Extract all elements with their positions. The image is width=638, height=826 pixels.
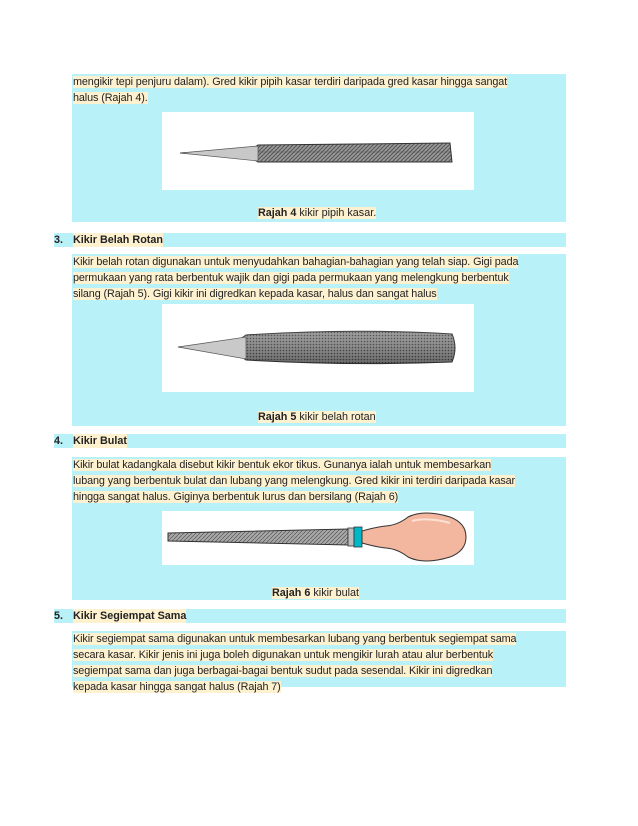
section5-line-4: kepada kasar hingga sangat halus (Rajah 7) (73, 681, 281, 693)
figure5-caption-text: kikir belah rotan (296, 411, 376, 423)
intro-paragraph (73, 74, 507, 106)
section4-paragraph (73, 457, 515, 505)
intro-line-2: halus (Rajah 4). (73, 92, 148, 104)
figure6-caption-label: Rajah 6 (272, 587, 311, 599)
section5-line-3: segiempat sama dan juga berbagai-bagai bentuk sudut pada sesendal. Kikir ini digredkan (73, 665, 493, 677)
intro-line-1: mengikir tepi penjuru dalam). Gred kikir pipih kasar terdiri daripada gred kasar hingga sangat (73, 76, 508, 88)
figure4-caption-label: Rajah 4 (258, 207, 297, 219)
section3-number: 3. (54, 234, 64, 246)
figure5-caption (258, 410, 376, 424)
section5-paragraph (73, 631, 516, 695)
figure6-caption (272, 586, 359, 600)
figure6-caption-text: kikir bulat (310, 587, 360, 599)
section5-line-1: Kikir segiempat sama digunakan untuk membesarkan lubang yang berbentuk segiempat sama (73, 633, 517, 645)
figure4-caption (258, 206, 376, 220)
figure4-caption-text: kikir pipih kasar. (296, 207, 377, 219)
section3-line-3: silang (Rajah 5). Gigi kikir ini digredkan kepada kasar, halus dan sangat halus (73, 288, 437, 300)
section3-line-2: permukaan yang rata berbentuk wajik dan gigi pada permukaan yang melengkung berbentuk (73, 272, 509, 284)
section3-title: Kikir Belah Rotan (73, 234, 163, 246)
section4-number: 4. (54, 435, 64, 447)
section3-line-1: Kikir belah rotan digunakan untuk menyudahkan bahagian-bahagian yang telah siap. Gigi pada (73, 256, 519, 268)
figure5-caption-label: Rajah 5 (258, 411, 297, 423)
section5-line-2: secara kasar. Kikir jenis ini juga boleh digunakan untuk mengikir lurah atau alur berbentuk (73, 649, 494, 661)
round-file-image (162, 511, 474, 565)
section3-paragraph (73, 254, 518, 302)
section3-heading (54, 233, 566, 247)
section5-number: 5. (54, 610, 64, 622)
section5-title: Kikir Segiempat Sama (73, 610, 187, 622)
section5-heading (54, 609, 566, 623)
section4-heading (54, 434, 566, 448)
flat-file-image (162, 112, 474, 190)
section4-title: Kikir Bulat (73, 435, 127, 447)
section4-line-2: lubang yang berbentuk bulat dan lubang yang melengkung. Gred kikir ini terdiri daripada kasar (73, 475, 516, 487)
half-round-file-image (162, 304, 474, 392)
section4-line-3: hingga sangat halus. Giginya berbentuk lurus dan bersilang (Rajah 6) (73, 491, 399, 503)
section4-line-1: Kikir bulat kadangkala disebut kikir bentuk ekor tikus. Gunanya ialah untuk membesarkan (73, 459, 492, 471)
